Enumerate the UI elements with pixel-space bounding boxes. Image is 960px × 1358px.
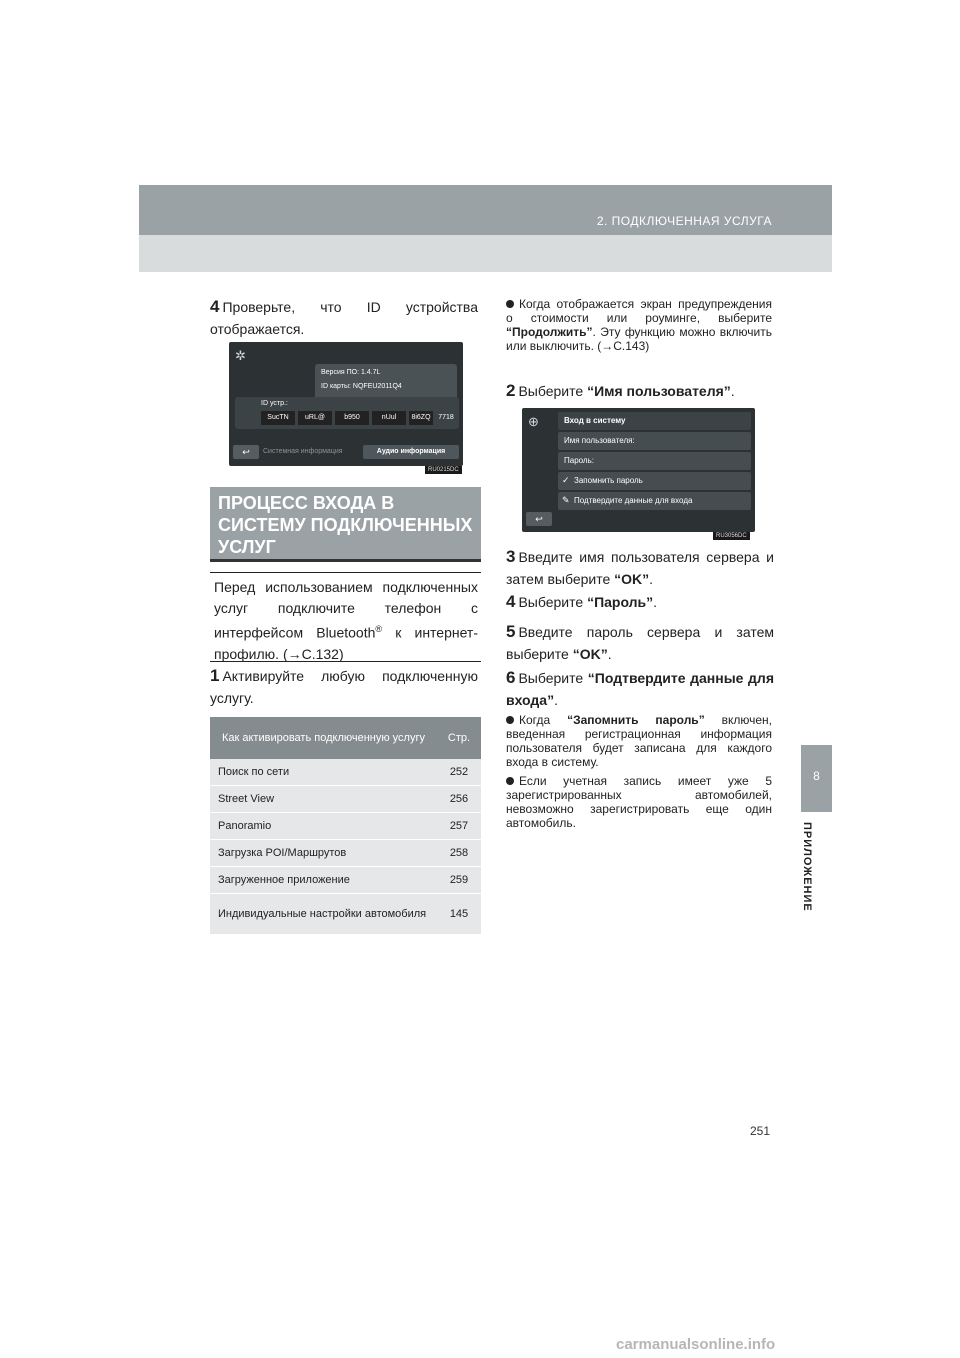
step-number: 5 [506, 622, 516, 641]
service-name: Panoramio [210, 813, 437, 840]
figure-code: RU3056DC [713, 532, 750, 540]
page-ref: 145 [437, 894, 481, 935]
tab-system-info[interactable]: Системная информация [263, 448, 343, 455]
device-id-code: SucTN [261, 411, 295, 425]
remember-label: Запомнить пароль [574, 476, 643, 485]
bullet-bold: “Запомнить пароль” [567, 713, 705, 727]
step-bold: “Подтвердите данные для входа” [506, 670, 774, 708]
step-tail: . [607, 646, 612, 662]
registered-mark: ® [375, 624, 383, 634]
step-text: Проверьте, что ID устройства отображается. [210, 299, 478, 337]
step-tail: . [653, 594, 658, 610]
step-number: 3 [506, 547, 516, 566]
note-text-main: Перед использованием подключенных услуг подключите телефон с интерфейсом Bluetooth [214, 579, 478, 641]
step-text: Введите пароль сервера и затем выберите [506, 624, 774, 662]
step-text: Активируйте любую подключенную услугу. [210, 668, 478, 706]
remember-password-toggle[interactable] [558, 472, 751, 490]
version-text: Версия ПО: 1.4.7L [321, 369, 381, 376]
bullet-text-tail: включен, введенная регистрационная информация пользователя будет записана для каждого входа в систему. [506, 713, 772, 769]
device-id-panel [235, 397, 459, 429]
device-id-code: nUul [372, 411, 406, 425]
table-row [210, 867, 481, 894]
step-4 [210, 296, 478, 340]
bullet-remember-password [506, 713, 772, 769]
password-label: Пароль: [564, 456, 594, 465]
map-id-text: ID карты: NQFEU2011Q4 [321, 383, 402, 390]
page-number: 251 [750, 1124, 771, 1138]
step-tail: . [554, 692, 558, 708]
note-text-tail: к интернет-профилю. (→С.132) [214, 624, 478, 662]
page-ref: 256 [437, 786, 481, 813]
device-info-screenshot [229, 342, 463, 466]
page-ref: 257 [437, 813, 481, 840]
device-id-code: 8i6ZQ [409, 411, 433, 425]
bullet-roaming [506, 297, 772, 353]
chapter-tab-number: 8 [813, 769, 820, 783]
step-bold: “OK” [614, 571, 650, 587]
page-ref: 252 [437, 759, 481, 786]
step-4-password [506, 591, 774, 613]
step-2 [506, 380, 774, 402]
watermark: carmanualsonline.info [616, 1336, 776, 1353]
check-icon: ✓ [562, 475, 570, 485]
login-title-bar [558, 412, 751, 430]
version-panel [315, 364, 457, 400]
step-number: 1 [210, 666, 220, 685]
table-row [210, 840, 481, 867]
login-screenshot [522, 408, 755, 532]
table-header [210, 717, 481, 759]
column-header-page: Стр. [437, 717, 481, 759]
confirm-login-button[interactable] [558, 492, 751, 510]
page-ref: 258 [437, 840, 481, 867]
step-6 [506, 667, 774, 711]
service-name: Индивидуальные настройки автомобиля [210, 894, 437, 935]
table-row [210, 813, 481, 840]
bullet-dot [506, 300, 514, 308]
step-number: 6 [506, 668, 516, 687]
service-name: Поиск по сети [210, 759, 437, 786]
bullet-dot [506, 716, 514, 724]
tab-audio-info[interactable]: Аудио информация [363, 445, 459, 459]
username-label: Имя пользователя: [564, 436, 635, 445]
back-icon[interactable]: ↩ [233, 445, 259, 459]
step-tail: . [730, 383, 735, 399]
confirm-label: Подтвердите данные для входа [574, 496, 693, 505]
step-5 [506, 621, 774, 665]
bullet-bold: “Продолжить” [506, 325, 593, 339]
globe-icon: ⊕ [528, 414, 539, 429]
table-row [210, 759, 481, 786]
login-title: Вход в систему [564, 416, 626, 425]
step-text: Выберите [518, 383, 588, 399]
note-text [214, 577, 478, 665]
gear-icon: ✲ [235, 348, 246, 363]
step-number: 2 [506, 381, 516, 400]
pencil-icon: ✎ [562, 495, 570, 505]
password-button[interactable] [558, 452, 751, 470]
services-table [210, 717, 481, 935]
step-text: Выберите [518, 670, 588, 686]
device-id-code: 7718 [438, 414, 454, 421]
step-bold: “Пароль” [587, 594, 654, 610]
bullet-text: Если учетная запись имеет уже 5 зарегистрированных автомобилей, невозможно зарегистрировать еще один автомобиль. [506, 774, 772, 830]
table-row [210, 786, 481, 813]
step-text: Введите имя пользователя сервера и затем выберите [506, 549, 774, 587]
step-text: Выберите [518, 594, 588, 610]
username-button[interactable] [558, 432, 751, 450]
service-name: Загруженное приложение [210, 867, 437, 894]
chapter-tab-label: ПРИЛОЖЕНИЕ [801, 822, 813, 912]
bullet-text: Когда отображается экран предупреждения о стоимости или роуминге, выберите [506, 297, 772, 325]
step-3 [506, 546, 774, 590]
back-icon[interactable]: ↩ [526, 512, 552, 526]
chapter-title: 2. ПОДКЛЮЧЕННАЯ УСЛУГА [596, 214, 772, 228]
step-1 [210, 665, 478, 709]
device-id-label: ID устр.: [261, 400, 288, 407]
service-name: Street View [210, 786, 437, 813]
table-row [210, 894, 481, 935]
service-name: Загрузка POI/Маршрутов [210, 840, 437, 867]
step-bold: “OK” [572, 646, 608, 662]
page-ref: 259 [437, 867, 481, 894]
device-id-code: b950 [335, 411, 369, 425]
bullet-vehicle-limit [506, 774, 772, 830]
step-number: 4 [210, 297, 220, 316]
device-id-code: uRL@ [298, 411, 332, 425]
step-bold: “Имя пользователя” [587, 383, 731, 399]
bullet-dot [506, 777, 514, 785]
section-title: ПРОЦЕСС ВХОДА В СИСТЕМУ ПОДКЛЮЧЕННЫХ УСЛУГ [218, 493, 473, 557]
step-number: 4 [506, 592, 516, 611]
header-sub-band [139, 235, 832, 272]
step-tail: . [649, 571, 654, 587]
bullet-text: Когда [519, 713, 568, 727]
figure-code: RU0215DC [425, 466, 462, 474]
column-header-service: Как активировать подключенную услугу [210, 717, 437, 759]
bullet-text-tail: . Эту функцию можно включить или выключить. (→С.143) [506, 325, 772, 353]
